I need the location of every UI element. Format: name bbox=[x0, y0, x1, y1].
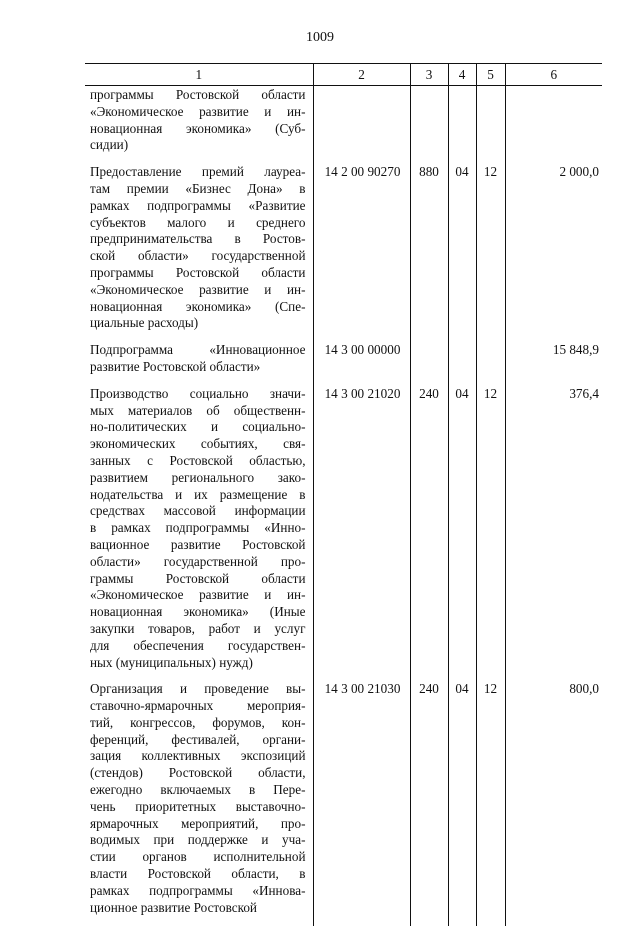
description-line: Подпрограмма «Инновационное bbox=[90, 342, 306, 359]
description-line: новационная экономика» (Иные bbox=[90, 604, 306, 621]
description-line: нодательства и их размещение в bbox=[90, 487, 306, 504]
description-line: в рамках подпрограммы «Инно- bbox=[90, 520, 306, 537]
description-line: ционное развитие Ростовской bbox=[90, 900, 306, 917]
description-line: «Экономическое развитие и ин- bbox=[90, 104, 306, 121]
description-line: мых материалов об общественн- bbox=[90, 403, 306, 420]
row-section: 04 bbox=[448, 164, 476, 342]
description-line: вационное развитие Ростовской bbox=[90, 537, 306, 554]
description-line: ференций, фестивалей, органи- bbox=[90, 732, 306, 749]
row-description bbox=[85, 681, 313, 926]
row-subsection: 12 bbox=[476, 386, 505, 682]
description-line: Производство социально значи- bbox=[90, 386, 306, 403]
description-line: тий, конгрессов, форумов, кон- bbox=[90, 715, 306, 732]
description-line: области» государственной про- bbox=[90, 554, 306, 571]
row-section bbox=[448, 342, 476, 386]
description-line: для обеспечения государствен- bbox=[90, 638, 306, 655]
description-line: программы Ростовской области bbox=[90, 265, 306, 282]
row-target-code: 14 3 00 21030 bbox=[313, 681, 410, 926]
description-line: граммы Ростовской области bbox=[90, 571, 306, 588]
header-col-5: 5 bbox=[476, 64, 505, 86]
description-line: рамках подпрограммы «Иннова- bbox=[90, 883, 306, 900]
header-col-1: 1 bbox=[85, 64, 313, 86]
description-line: водимых при поддержке и уча- bbox=[90, 832, 306, 849]
description-line: развитием регионального зако- bbox=[90, 470, 306, 487]
row-expense-type bbox=[410, 342, 448, 386]
table-row bbox=[85, 86, 602, 165]
row-target-code: 14 2 00 90270 bbox=[313, 164, 410, 342]
row-description bbox=[85, 386, 313, 682]
page-number: 1009 bbox=[0, 30, 640, 46]
description-line: рамках подпрограммы «Развитие bbox=[90, 198, 306, 215]
description-line: ежегодно включаемых в Пере- bbox=[90, 782, 306, 799]
description-line: ской области» государственной bbox=[90, 248, 306, 265]
description-line: сидии) bbox=[90, 137, 306, 154]
description-line: (стендов) Ростовской области, bbox=[90, 765, 306, 782]
table-row bbox=[85, 164, 602, 342]
row-expense-type: 880 bbox=[410, 164, 448, 342]
row-expense-type bbox=[410, 86, 448, 165]
description-line: закупки товаров, работ и услуг bbox=[90, 621, 306, 638]
description-line: там премии «Бизнес Дона» в bbox=[90, 181, 306, 198]
description-line: новационная экономика» (Спе- bbox=[90, 299, 306, 316]
description-line: средствах массовой информации bbox=[90, 503, 306, 520]
header-col-2: 2 bbox=[313, 64, 410, 86]
row-section: 04 bbox=[448, 681, 476, 926]
table-body bbox=[85, 86, 602, 926]
header-col-6: 6 bbox=[505, 64, 602, 86]
description-line: ных (муниципальных) нужд) bbox=[90, 655, 306, 672]
row-subsection: 12 bbox=[476, 164, 505, 342]
description-line: «Экономическое развитие и ин- bbox=[90, 282, 306, 299]
description-line: зация коллективных экспозиций bbox=[90, 748, 306, 765]
description-line: Организация и проведение вы- bbox=[90, 681, 306, 698]
row-target-code: 14 3 00 00000 bbox=[313, 342, 410, 386]
description-line: предпринимательства в Ростов- bbox=[90, 231, 306, 248]
row-amount: 800,0 bbox=[505, 681, 602, 926]
table-row bbox=[85, 342, 602, 386]
table-header-row bbox=[85, 64, 602, 86]
row-subsection bbox=[476, 86, 505, 165]
description-line: новационная экономика» (Суб- bbox=[90, 121, 306, 138]
description-line: субъектов малого и среднего bbox=[90, 215, 306, 232]
row-amount: 2 000,0 bbox=[505, 164, 602, 342]
row-subsection bbox=[476, 342, 505, 386]
table-row bbox=[85, 681, 602, 926]
header-col-4: 4 bbox=[448, 64, 476, 86]
description-line: циальные расходы) bbox=[90, 315, 306, 332]
description-line: но-политических и социально- bbox=[90, 419, 306, 436]
description-line: чень приоритетных выставочно- bbox=[90, 799, 306, 816]
row-target-code bbox=[313, 86, 410, 165]
description-line: ставочно-ярмарочных мероприя- bbox=[90, 698, 306, 715]
row-expense-type: 240 bbox=[410, 386, 448, 682]
row-target-code: 14 3 00 21020 bbox=[313, 386, 410, 682]
row-amount bbox=[505, 86, 602, 165]
description-line: Предоставление премий лауреа- bbox=[90, 164, 306, 181]
row-section: 04 bbox=[448, 386, 476, 682]
row-description bbox=[85, 86, 313, 165]
table-row bbox=[85, 386, 602, 682]
description-line: «Экономическое развитие и ин- bbox=[90, 587, 306, 604]
budget-table bbox=[85, 63, 602, 926]
row-amount: 376,4 bbox=[505, 386, 602, 682]
row-subsection: 12 bbox=[476, 681, 505, 926]
description-line: программы Ростовской области bbox=[90, 87, 306, 104]
row-description bbox=[85, 342, 313, 386]
header-col-3: 3 bbox=[410, 64, 448, 86]
description-line: ярмарочных мероприятий, про- bbox=[90, 816, 306, 833]
row-description bbox=[85, 164, 313, 342]
description-line: экономических событиях, свя- bbox=[90, 436, 306, 453]
description-line: стии органов исполнительной bbox=[90, 849, 306, 866]
row-section bbox=[448, 86, 476, 165]
description-line: власти Ростовской области, в bbox=[90, 866, 306, 883]
row-amount: 15 848,9 bbox=[505, 342, 602, 386]
row-expense-type: 240 bbox=[410, 681, 448, 926]
description-line: занных с Ростовской областью, bbox=[90, 453, 306, 470]
description-line: развитие Ростовской области» bbox=[90, 359, 306, 376]
